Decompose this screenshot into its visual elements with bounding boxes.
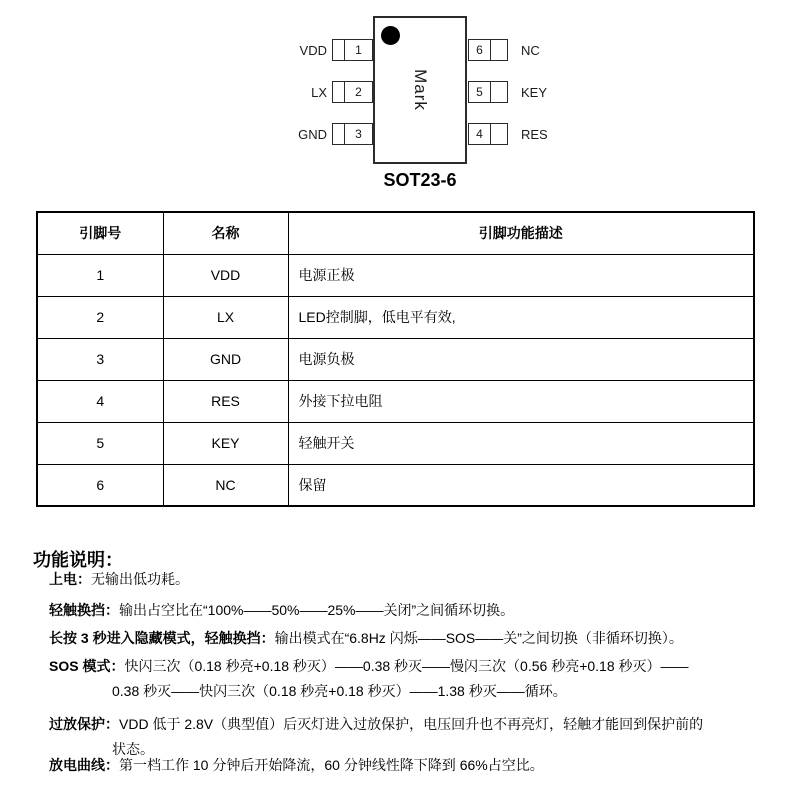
note-item: [49, 626, 749, 651]
pin-row: [468, 39, 548, 61]
note-item: [49, 753, 749, 778]
table-row: [37, 464, 754, 506]
note-item: [49, 598, 749, 623]
pin-number: 4: [476, 127, 483, 141]
note-text: 快闪三次（0.18 秒亮+0.18 秒灭）——0.38 秒灭——慢闪三次（0.56 秒亮+0.18 秒灭）—— 0.38 秒灭——快闪三次（0.18 秒亮+0.18 秒灭）——1.38 秒灭——循环。: [112, 658, 689, 699]
pin-name-cell: NC: [163, 464, 288, 506]
pin-number-cell: 4: [37, 380, 163, 422]
note-text: VDD 低于 2.8V（典型值）后灭灯进入过放保护，电压回升也不再亮灯，轻触才能回到保护前的 状态。: [112, 716, 704, 757]
pin-name-cell: KEY: [163, 422, 288, 464]
note-label: 长按 3 秒进入隐藏模式，轻触换挡：: [49, 630, 275, 646]
pin-number-cell: 5: [37, 422, 163, 464]
pin-number: 2: [355, 85, 362, 99]
pin-name-label: NC: [521, 42, 540, 58]
note-label: 过放保护：: [49, 716, 119, 732]
note-text: 无输出低功耗。: [91, 571, 189, 587]
pin-lead: [332, 81, 373, 103]
pin-lead-tip: [490, 40, 507, 60]
pin-function-table: [36, 211, 755, 507]
chip-body: [373, 16, 467, 164]
note-text: 第一档工作 10 分钟后开始降流，60 分钟线性降下降到 66%占空比。: [119, 757, 544, 773]
pin-description-cell: 电源负极: [288, 338, 754, 380]
right-pins: [468, 39, 548, 145]
pin-lead: [332, 39, 373, 61]
note-label: 上电：: [49, 571, 91, 587]
table-row: [37, 254, 754, 296]
table-header-cell: 引脚功能描述: [288, 212, 754, 254]
pin-lead-tip: [490, 82, 507, 102]
note-item: [49, 567, 749, 592]
pin-number: 1: [355, 43, 362, 57]
table-header-cell: 引脚号: [37, 212, 163, 254]
note-label: SOS 模式：: [49, 658, 125, 674]
pin-number: 5: [476, 85, 483, 99]
table-row: [37, 296, 754, 338]
pin-name-label: KEY: [521, 84, 548, 100]
table-row: [37, 338, 754, 380]
pin-lead: [468, 39, 508, 61]
pin-name-cell: VDD: [163, 254, 288, 296]
function-notes-list: [49, 567, 749, 778]
note-text: 输出模式在“6.8Hz 闪烁——SOS——关”之间切换（非循环切换）。: [274, 630, 683, 646]
pin-lead: [468, 123, 508, 145]
table-header-row: [37, 212, 754, 254]
pin-row: [282, 81, 373, 103]
pin-row: [282, 39, 373, 61]
pin-name-cell: RES: [163, 380, 288, 422]
pin-lead-tip: [333, 40, 345, 60]
pin-number: 6: [476, 43, 483, 57]
pin-number-cell: 3: [37, 338, 163, 380]
pin-lead: [468, 81, 508, 103]
pin-name-label: RES: [521, 126, 548, 142]
package-name: SOT23-6: [383, 170, 457, 190]
table-row: [37, 380, 754, 422]
pin-name-label: VDD: [299, 42, 327, 58]
function-notes-heading: 功能说明：: [33, 550, 123, 570]
chip-mark: [375, 18, 465, 162]
pin-description-cell: 保留: [288, 464, 754, 506]
pin-number-cell: 2: [37, 296, 163, 338]
note-label: 放电曲线：: [49, 757, 119, 773]
pin-lead-tip: [490, 124, 507, 144]
chip-mark-text: Mark: [411, 69, 430, 111]
pin-number: 3: [355, 127, 362, 141]
note-text: 输出占空比在“100%——50%——25%——关闭”之间循环切换。: [119, 602, 515, 618]
pin-name-label: GND: [298, 126, 327, 142]
pin-number-cell: 1: [37, 254, 163, 296]
pin-row: [282, 123, 373, 145]
note-label: 轻触换挡：: [49, 602, 119, 618]
pin-row: [468, 81, 548, 103]
table-row: [37, 422, 754, 464]
table-header-cell: 名称: [163, 212, 288, 254]
pin-lead-tip: [333, 82, 345, 102]
pin-row: [468, 123, 548, 145]
pin-number-cell: 6: [37, 464, 163, 506]
left-pins: [282, 39, 373, 145]
pin-name-label: LX: [311, 84, 327, 100]
pin-description-cell: 轻触开关: [288, 422, 754, 464]
pin-lead-tip: [333, 124, 345, 144]
pin-description-cell: 外接下拉电阻: [288, 380, 754, 422]
pin-name-cell: LX: [163, 296, 288, 338]
pin-description-cell: 电源正极: [288, 254, 754, 296]
pin-lead: [332, 123, 373, 145]
note-item: [49, 654, 749, 704]
pin-name-cell: GND: [163, 338, 288, 380]
pin-description-cell: LED控制脚，低电平有效,: [288, 296, 754, 338]
